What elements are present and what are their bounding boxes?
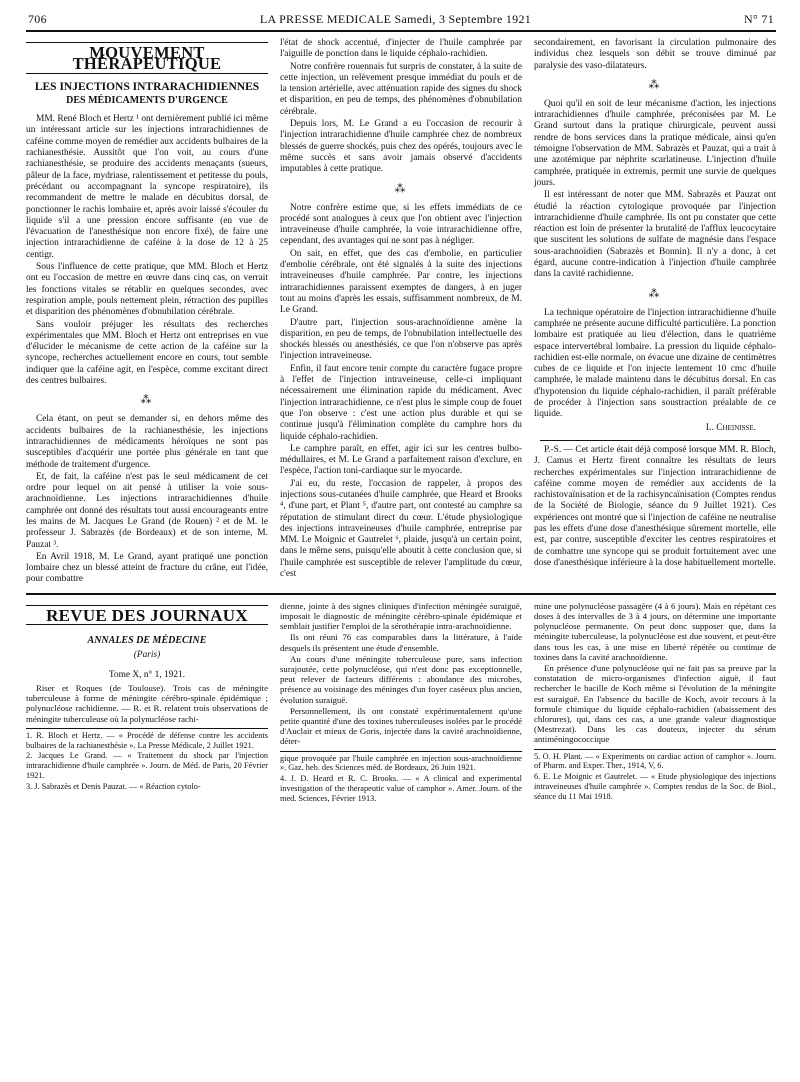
journal-volume: Tome X, n° 1, 1921. — [108, 669, 186, 680]
footnotes — [280, 751, 522, 804]
paragraph: J'ai eu, du reste, l'occasion de rappeler, à propos des injections sous-cutanées d'huile camphrée, que Heard et Brooks ⁴, d'une part, et Plant ⁵, d'autre part, ont contesté au camphre sa réputation de stimulant direct du cœur. L'étude physiologique des injections intraveineuses d'huile camphrée, entreprise par MM. Le Moignic et Gautrelet ⁶, plaide, jusqu'à un certain point, dans le même sens, puisqu'elle aboutit à cette conclusion que, si l'huile camphrée est susceptible de relever l'amplitude du cœur, c'est — [280, 478, 522, 580]
footnote: 3. J. Sabrazès et Denis Pauzat. — « Réaction cytolo- — [26, 781, 201, 791]
paragraph: D'autre part, l'injection sous-arachnoïdienne amène la disparition, en peu de temps, de l'obnubilation intellectuelle des shockés blessés ou anesthésiés, ce que l'on n'observe pas après l'injection intraveineuse. — [280, 317, 522, 362]
header-rule — [26, 30, 776, 32]
section-title: REVUE DES JOURNAUX — [26, 605, 268, 625]
paragraph: Notre confrère rouennais fut surpris de constater, à la suite de cette injection, un relèvement presque immédiat du pouls et de la tension artérielle, avec atténuation rapide des signes du shock et disparition, en peu de temps, des phénomènes d'obnubilation cérébrale. — [280, 61, 522, 117]
paragraph: Cela étant, on peut se demander si, en dehors même des accidents bulbaires de la rachianesthésie, les injections intrarachidiennes de médicaments héroïques ne sont pas susceptibles d'acquérir une portée plus générale en tant que méthode de traitement d'urgence. — [26, 414, 268, 470]
paragraph: MM. René Bloch et Hertz ¹ ont dernièrement publié ici même un intéressant article sur les injections intrarachidiennes de caféine comme moyen de remédier aux accidents bulbaires de la rachianesthésie. Aussitôt que l'on voit, au cours d'une rachianesthésie, se produire des accidents menaçants (sueurs, pâleur de la face, mydriase, ralentissement et petitesse du pouls, précédant ou accompagnant la syncope respiratoire), ils recommandent de mettre le malade en décubitus dorsal, de ponctionner le rachis lombaire et, après avoir laissé s'écouler du liquide s'il a une pression encore suffisante (en vue de l'évacuation de l'anesthésique non encore fixé), de faire une injection intrarachidienne de caféine à la dose de 12 à 25 centigr. — [26, 114, 268, 260]
section-revue — [20, 601, 782, 805]
section-separator: ⁂ — [394, 182, 408, 195]
paragraph: En Avril 1918, M. Le Grand, ayant pratiqué une ponction lombaire chez un blessé atteint de fracture du crâne, eut l'idée, pour combattre — [26, 551, 268, 585]
column-2 — [280, 38, 522, 587]
paragraph: secondairement, en favorisant la circulation pulmonaire des individus chez lesquels son débit se trouve diminué par paralysie des vaso-dilatateurs. — [534, 38, 776, 71]
paragraph: Ils ont réuni 76 cas comparables dans la littérature, à l'aide desquels ils présentent une étude d'ensemble. — [280, 632, 522, 653]
footnote: 6. E. Le Moignic et Gautrelet. — « Etude physiologique des injections intraveineuses d'huile camphrée ». Comptes rendus de la Soc. de Biol., séance du 11 Mai 1918. — [534, 772, 776, 801]
section-separator: ⁂ — [140, 394, 154, 407]
footnote: 2. Jacques Le Grand. — « Traitement du shock par l'injection intrarachidienne d'huile camphrée ». Journ. de Méd. de Paris, 20 Février 1921. — [26, 751, 268, 780]
footnote: 4. J. D. Heard et R. C. Brooks. — « A clinical and experimental investigation of the therapeutic value of camphor ». Amer. Journ. of the med. Sciences, Février 1913. — [280, 774, 522, 803]
paragraph: Le camphre paraît, en effet, agir ici sur les centres bulbo-médullaires, et M. Le Grand a parfaitement raison d'exclure, en l'espèce, l'action toni-cardiaque sur le myocarde. — [280, 443, 522, 477]
paragraph: Depuis lors, M. Le Grand a eu l'occasion de recourir à l'injection intrarachidienne d'huile camphrée chez de nombreux blessés de guerre shockés, puis chez des opérés, toujours avec le même succès et sans avoir jamais observé d'accidents imputables à cette pratique. — [280, 119, 522, 175]
journal-name: ANNALES DE MÉDECINE — [87, 635, 207, 647]
section-therapeutique — [20, 38, 782, 587]
paragraph: Et, de fait, la caféine n'est pas le seul médicament de cet ordre pour lequel on ait pensé à utiliser la voie sous-arachnoïdienne. Les injections intrarachidiennes d'huile camphrée ont donné des résultats tout aussi encourageants entre les mains de M. Jacques Le Grand (de Rouen) ² et de M. le professeur J. Sabrazès (de Bordeaux) et de son interne, M. Pauzat ³. — [26, 471, 268, 550]
page-header — [28, 12, 774, 27]
footnote: gique provoquée par l'huile camphrée en injection sous-arachnoïdienne ». Gaz. heb. des Sciences méd. de Bordeaux, 26 Juin 1921. — [280, 753, 522, 773]
paragraph: Il est intéressant de noter que MM. Sabrazès et Pauzat ont étudié la réaction cytologique provoquée par l'injection intrarachidienne d'huile camphrée. Ils ont pu constater que cette réaction est loin de présenter la brutalité de l'afflux leucocytaire que suscitent les solutions de sulfate de magnésie dans l'espace sous-arachnoïdien (Sabrazès et Bonnin). Il n'y a donc, à cet égard, aucune contre-indication à l'injection d'huile camphrée dans la cavité rachidienne. — [534, 190, 776, 280]
paragraph: En présence d'une polynucléose qui ne fait pas sa preuve par la constatation de micro-organismes d'infection aiguë, il faut rechercher le bacille de Koch même si l'évolution de la méningite est suraiguë. En l'absence du bacille de Koch, avoir recours à la formule chimique du liquide céphalo-rachidien (abaissement des chlorures), qui, dans ces cas, a une grande valeur diagnostique (Mestrezat). Dans les cas douteux, injecter du sérum antiméningococcique — [534, 662, 776, 745]
article-title: LES INJECTIONS INTRARACHIDIENNES — [34, 80, 260, 93]
column-3 — [534, 601, 776, 805]
paragraph: Sous l'influence de cette pratique, que MM. Bloch et Hertz ont eu l'occasion de mettre en œuvre dans cinq cas, on verrait les fonctions vitales se rétablir en quelques secondes, avec respiration ample, pouls nettement plein, rétraction des pupilles et disparition des phénomènes d'obnubilation cérébrale. — [26, 262, 268, 318]
paragraph: mine une polynucléose passagère (4 à 6 jours). Mais en répétant ces doses à des intervalles de 3 à 4 jours, on détermine une importante polynucléose permanente. On peut donc supposer que, dans la méningite tuberculeuse, la polynucléose est due souvent, et peut-être dans tous les cas, à une mise en liberté répétée ou continue de toxines dans la cavité arachnoïdienne. — [534, 600, 776, 662]
section-rule — [26, 593, 776, 595]
footnotes — [534, 749, 776, 802]
paragraph: Au cours d'une méningite tuberculeuse pure, sans infection surajoutée, cette polynucléose, qui n'est donc pas exceptionnelle, peut relever de facteurs différents : abondance des microbes, présence au voisinage des méninges d'un foyer caséeux plus ancien, évolution suraiguë. — [280, 653, 522, 705]
column-3 — [534, 38, 776, 587]
paragraph: Personnellement, ils ont constaté expérimentalement qu'une petite quantité d'une des toxines tuberculeuses isolées par le procédé d'Auclair et mieux de Goris, injectée dans la cavité arachnoïdienne, déter- — [280, 705, 522, 747]
footnote: 1. R. Bloch et Hertz. — « Procédé de défense contre les accidents bulbaires de la rachianesthésie ». La Presse Médicale, 2 Juillet 1921. — [26, 730, 268, 750]
paragraph: Riser et Roques (de Toulouse). Trois cas de méningite tuberculeuse à forme de méningite cérébro-spinale épidémique ; polynucléose rachidienne. — R. et R. relatent trois observations de méningite tuberculeuse où la polynucléose rachi- — [26, 682, 268, 724]
journal-city: (Paris) — [133, 650, 161, 661]
section-separator: ⁂ — [648, 78, 662, 91]
journal-title: LA PRESSE MEDICALE Samedi, 3 Septembre 1921 — [259, 12, 532, 26]
paragraph: Enfin, il faut encore tenir compte du caractère fugace propre à l'effet de l'injection intraveineuse, celle-ci impliquant nécessairement une élimination rapide du médicament. Avec l'injection intrarachidienne, ce n'est plus le simple coup de fouet que l'on observe : c'est une action plus durable et qui se continue jusqu'à l'élimination complète du camphre hors du liquide céphalo-rachidien. — [280, 363, 522, 442]
paragraph: dienne, jointe à des signes cliniques d'infection méningée suraiguë, imposait le diagnostic de méningite cérébro-spinale épidémique et semblait justifier l'emploi de la sérothérapie intra-arachnoïdienne. — [280, 600, 522, 632]
paragraph: l'état de shock accentué, d'injecter de l'huile camphrée par l'aiguille de ponction dans le liquide céphalo-rachidien. — [280, 38, 522, 60]
column-1 — [26, 601, 268, 805]
footnote: 5. O. H. Plant. — « Experiments on cardiac action of camphor ». Journ. of Pharm. and Exper. Ther., 1914, V, 6. — [534, 751, 776, 771]
paragraph: Sans vouloir préjuger les résultats des recherches expérimentales que MM. Bloch et Hertz ont entreprises en vue d'élucider le mécanisme de cette action de la caféine sur la syncope, recherches actuellement encore en cours, tout semble indiquer que la caféine agit, en l'espèce, comme excitant direct des centres bulbaires. — [26, 319, 268, 387]
author-signature: L. Cheinisse. — [705, 422, 756, 433]
paragraph: La technique opératoire de l'injection intrarachidienne d'huile camphrée ne présente aucune difficulté particulière. La ponction lombaire est pratiquée au lieu d'élection, dans le quatrième espace intervertébral lombaire. La pression du liquide céphalo-rachidien est-elle normale, on évacue une dizaine de centimètres cubes de ce liquide et l'on injecte lentement 10 cmc d'huile camphrée, le malade maintenu dans le décubitus dorsal. En cas d'hypotension du liquide céphalo-rachidien, il paraît préférable de procéder à l'injection sans soustraction préalable de ce liquide. — [534, 307, 776, 420]
issue-number: N° 71 — [744, 12, 774, 26]
page-number: 706 — [28, 12, 47, 26]
section-title: MOUVEMENT THÉRAPEUTIQUE — [26, 42, 268, 74]
paragraph: On sait, en effet, que des cas d'embolie, en particulier d'embolie cérébrale, ont été signalés à la suite des injections intraveineuses d'huile camphrée. Par contre, les injections intrarachidiennes paraissent exemptes de dangers, à en juger tout au moins d'après les essais, suffisamment nombreux, de M. Le Grand. — [280, 248, 522, 316]
postscript: P.-S. — Cet article était déjà composé lorsque MM. R. Bloch, J. Camus et Hertz firent connaître les résultats de leurs recherches expérimentales sur l'injection intrarachidienne de caféine comme moyen de remédier aux accidents de la rachistovaïnisation et de la rachisyncaïnisation (Comptes rendus de la Société de Biologie, séance du 9 Juillet 1921). Ces expériences ont montré que si l'injection de caféine ne neutralise pas les effets d'une dose d'anesthésique sûrement mortelle, elle est, par contre, susceptible d'exciter les centres respiratoires et de combattre une syncope qui se produit fortuitement avec une dose d'anesthésique inférieure à la dose habituellement mortelle. — [534, 444, 776, 568]
section-separator: ⁂ — [648, 287, 662, 300]
divider — [540, 440, 770, 441]
paragraph: Quoi qu'il en soit de leur mécanisme d'action, les injections intrarachidiennes d'huile camphrée, préconisées par M. Le Grand surtout dans la pratique chirurgicale, peuvent aussi rendre de bons services dans la pratique médicale, ainsi qu'en témoigne l'observation de MM. Sabrazès et Pauzat, qui a trait à une azotémique par néphrite scarlatineuse. L'injection d'huile camphrée, pratiquée in extremis, permit une survie de quelques jours. — [534, 98, 776, 188]
footnotes — [26, 728, 268, 792]
column-2 — [280, 601, 522, 805]
column-1 — [26, 38, 268, 587]
paragraph: Notre confrère estime que, si les effets immédiats de ce procédé sont analogues à ceux que l'on obtient avec l'injection intraveineuse d'huile camphrée, la voie intrarachidienne offre, cependant, des avantages qui ne sont pas à négliger. — [280, 202, 522, 247]
article-subtitle: DES MÉDICAMENTS D'URGENCE — [66, 94, 228, 106]
